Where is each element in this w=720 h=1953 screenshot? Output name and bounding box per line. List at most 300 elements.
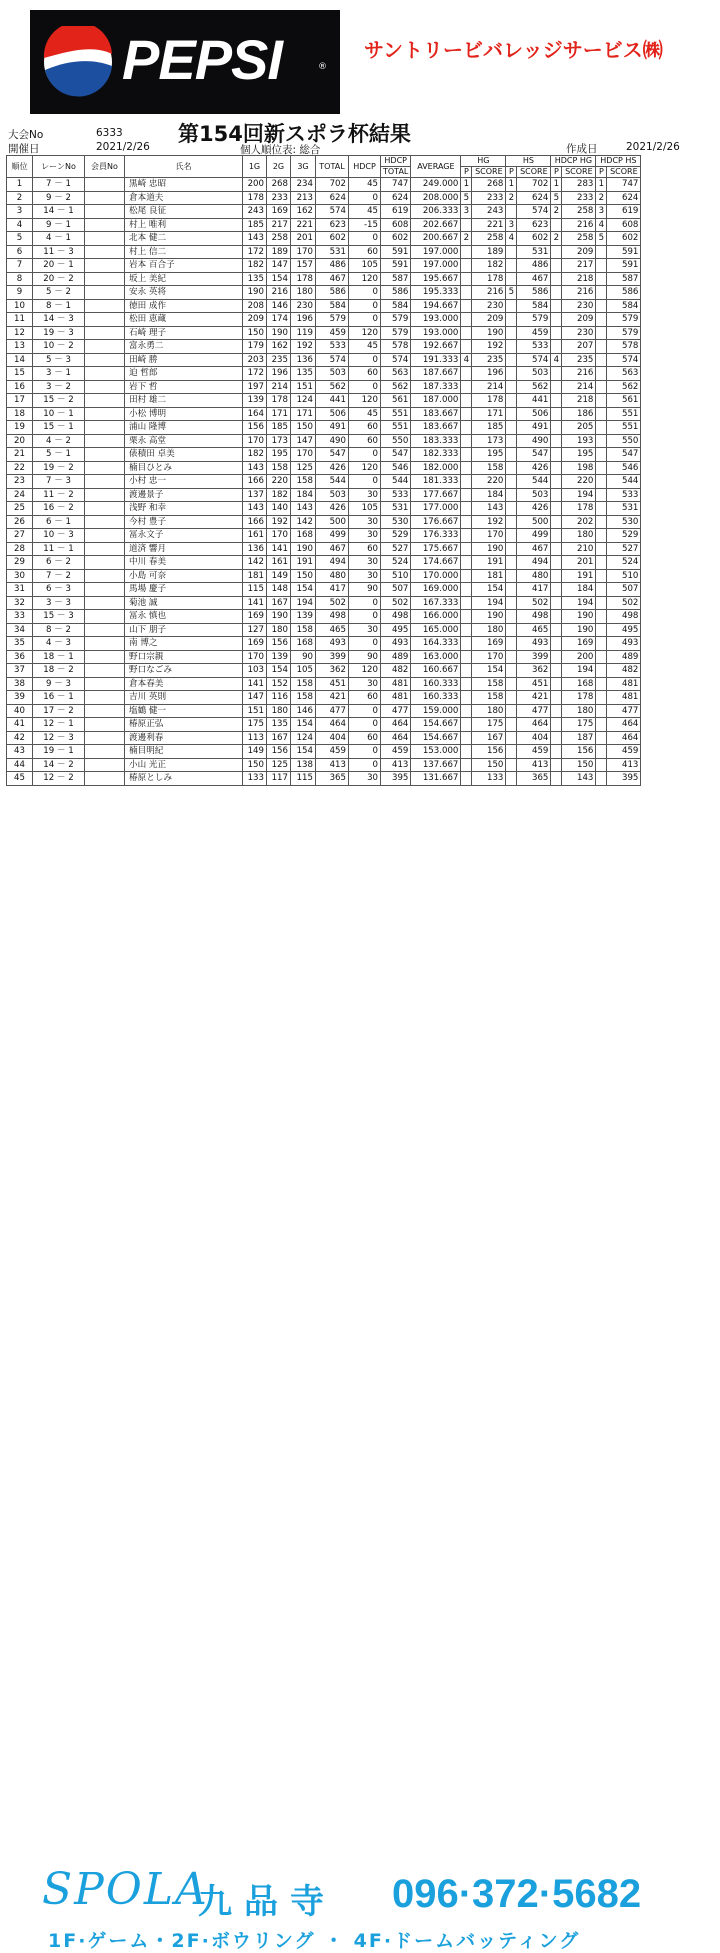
cell-hdcp-hs-p — [596, 394, 607, 408]
cell-hs-p — [506, 340, 517, 354]
cell-member — [85, 583, 125, 597]
cell-average: 181.333 — [411, 475, 461, 489]
cell-hdcp-hs-p — [596, 569, 607, 583]
cell-hdcp: -15 — [349, 218, 381, 232]
cell-g3: 115 — [291, 772, 316, 786]
table-row — [7, 178, 641, 192]
cell-rank: 9 — [7, 286, 33, 300]
cell-hg-score: 189 — [472, 245, 506, 259]
cell-hdcp-total: 489 — [381, 650, 411, 664]
cell-lane: 4 － 1 — [33, 232, 85, 246]
cell-average: 193.000 — [411, 326, 461, 340]
cell-total: 441 — [316, 394, 349, 408]
cell-hdcp-hs-score: 587 — [607, 272, 641, 286]
cell-total: 480 — [316, 569, 349, 583]
cell-hg-p — [461, 515, 472, 529]
cell-hdcp-total: 529 — [381, 529, 411, 543]
cell-lane: 14 － 1 — [33, 205, 85, 219]
cell-g3: 124 — [291, 731, 316, 745]
cell-hs-score: 465 — [517, 623, 551, 637]
table-row — [7, 218, 641, 232]
cell-g1: 150 — [243, 758, 267, 772]
cell-lane: 10 － 1 — [33, 407, 85, 421]
cell-rank: 3 — [7, 205, 33, 219]
cell-g3: 158 — [291, 475, 316, 489]
cell-g1: 182 — [243, 259, 267, 273]
cell-hdcp-hg-score: 169 — [562, 637, 596, 651]
cell-hdcp-hs-score: 747 — [607, 178, 641, 192]
cell-hdcp-total: 459 — [381, 745, 411, 759]
cell-g1: 143 — [243, 461, 267, 475]
cell-hdcp-hs-score: 530 — [607, 515, 641, 529]
cell-hdcp-total: 477 — [381, 704, 411, 718]
registered-mark: ® — [318, 62, 327, 72]
cell-hg-p — [461, 596, 472, 610]
cell-hg-score: 182 — [472, 259, 506, 273]
cell-hg-p — [461, 488, 472, 502]
pepsi-globe-icon — [42, 26, 114, 98]
cell-hg-score: 221 — [472, 218, 506, 232]
cell-average: 200.667 — [411, 232, 461, 246]
cell-lane: 15 － 2 — [33, 394, 85, 408]
cell-average: 170.000 — [411, 569, 461, 583]
cell-hdcp-total: 624 — [381, 191, 411, 205]
cell-hs-score: 574 — [517, 353, 551, 367]
cell-g2: 167 — [267, 731, 291, 745]
cell-average: 153.000 — [411, 745, 461, 759]
table-row — [7, 610, 641, 624]
cell-hdcp-hs-score: 507 — [607, 583, 641, 597]
cell-name: 富永勇二 — [125, 340, 243, 354]
cell-g2: 170 — [267, 529, 291, 543]
cell-member — [85, 353, 125, 367]
event-date: 2021/2/26 — [96, 141, 150, 153]
cell-hdcp-hg-p — [551, 691, 562, 705]
cell-hg-p — [461, 745, 472, 759]
company-name: サントリービバレッジサービス㈱ — [364, 38, 663, 62]
cell-g1: 190 — [243, 286, 267, 300]
cell-hdcp-hg-score: 209 — [562, 313, 596, 327]
cell-hg-p — [461, 475, 472, 489]
cell-rank: 22 — [7, 461, 33, 475]
cell-hdcp-hs-score: 602 — [607, 232, 641, 246]
cell-g3: 139 — [291, 610, 316, 624]
cell-g1: 197 — [243, 380, 267, 394]
table-row — [7, 205, 641, 219]
cell-g3: 170 — [291, 448, 316, 462]
cell-hdcp-hg-score: 283 — [562, 178, 596, 192]
cell-name: 椿原としみ — [125, 772, 243, 786]
cell-hdcp: 0 — [349, 448, 381, 462]
cell-hg-score: 214 — [472, 380, 506, 394]
cell-rank: 12 — [7, 326, 33, 340]
cell-total: 459 — [316, 745, 349, 759]
table-row — [7, 232, 641, 246]
cell-average: 249.000 — [411, 178, 461, 192]
cell-total: 467 — [316, 272, 349, 286]
cell-hdcp-total: 551 — [381, 421, 411, 435]
cell-hdcp-hg-p — [551, 623, 562, 637]
cell-hg-score: 180 — [472, 623, 506, 637]
cell-hdcp-hs-score: 482 — [607, 664, 641, 678]
cell-hs-score: 624 — [517, 191, 551, 205]
cell-name: 松尾 良征 — [125, 205, 243, 219]
cell-name: 浦山 隆博 — [125, 421, 243, 435]
cell-hdcp-hg-score: 184 — [562, 583, 596, 597]
table-row — [7, 475, 641, 489]
cell-hdcp-hs-score: 547 — [607, 448, 641, 462]
cell-hdcp-hg-score: 217 — [562, 259, 596, 273]
cell-hg-score: 190 — [472, 542, 506, 556]
cell-member — [85, 650, 125, 664]
cell-hdcp-hs-p — [596, 772, 607, 786]
cell-average: 160.333 — [411, 677, 461, 691]
cell-total: 586 — [316, 286, 349, 300]
cell-g2: 149 — [267, 569, 291, 583]
cell-name: 椿原正弘 — [125, 718, 243, 732]
cell-hdcp: 30 — [349, 569, 381, 583]
cell-hdcp-hg-score: 218 — [562, 272, 596, 286]
cell-hdcp-hs-p — [596, 623, 607, 637]
cell-g3: 157 — [291, 259, 316, 273]
cell-hs-p — [506, 610, 517, 624]
col-2g: 2G — [267, 156, 291, 178]
cell-rank: 21 — [7, 448, 33, 462]
cell-hdcp-hs-score: 493 — [607, 637, 641, 651]
cell-hs-score: 480 — [517, 569, 551, 583]
cell-hdcp-hg-score: 220 — [562, 475, 596, 489]
cell-hdcp-total: 546 — [381, 461, 411, 475]
table-header-row — [7, 156, 641, 167]
cell-hdcp-hg-score: 216 — [562, 367, 596, 381]
cell-hdcp-hg-p — [551, 556, 562, 570]
cell-rank: 32 — [7, 596, 33, 610]
cell-average: 183.667 — [411, 407, 461, 421]
cell-name: 石崎 理子 — [125, 326, 243, 340]
cell-total: 426 — [316, 502, 349, 516]
cell-rank: 11 — [7, 313, 33, 327]
cell-hs-score: 544 — [517, 475, 551, 489]
cell-lane: 9 － 1 — [33, 218, 85, 232]
cell-hdcp-total: 510 — [381, 569, 411, 583]
cell-hs-p: 2 — [506, 191, 517, 205]
cell-hdcp-hs-p — [596, 502, 607, 516]
cell-member — [85, 515, 125, 529]
cell-average: 193.000 — [411, 313, 461, 327]
cell-hg-p — [461, 259, 472, 273]
cell-hs-p — [506, 488, 517, 502]
cell-g3: 158 — [291, 677, 316, 691]
cell-hg-p — [461, 245, 472, 259]
cell-hdcp-hs-p — [596, 677, 607, 691]
table-row — [7, 637, 641, 651]
cell-hdcp-hg-score: 190 — [562, 610, 596, 624]
cell-g3: 150 — [291, 569, 316, 583]
cell-hdcp: 0 — [349, 596, 381, 610]
cell-hs-score: 486 — [517, 259, 551, 273]
cell-g1: 135 — [243, 272, 267, 286]
col-rank: 順位 — [7, 156, 33, 178]
cell-hs-p: 4 — [506, 232, 517, 246]
cell-g3: 171 — [291, 407, 316, 421]
cell-hs-p — [506, 731, 517, 745]
cell-rank: 35 — [7, 637, 33, 651]
cell-hdcp: 60 — [349, 691, 381, 705]
cell-hdcp-hs-p: 1 — [596, 178, 607, 192]
cell-g2: 189 — [267, 245, 291, 259]
table-row — [7, 731, 641, 745]
cell-total: 503 — [316, 488, 349, 502]
cell-rank: 30 — [7, 569, 33, 583]
cell-hs-score: 584 — [517, 299, 551, 313]
cell-hdcp-total: 579 — [381, 326, 411, 340]
cell-g3: 143 — [291, 502, 316, 516]
cell-rank: 39 — [7, 691, 33, 705]
cell-g1: 170 — [243, 434, 267, 448]
floor-guide: 1F·ゲーム・2F·ボウリング ・ 4F·ドームバッティング — [48, 1930, 581, 1952]
cell-hdcp-hs-score: 531 — [607, 502, 641, 516]
cell-hs-score: 477 — [517, 704, 551, 718]
cell-g2: 173 — [267, 434, 291, 448]
cell-total: 574 — [316, 353, 349, 367]
created-date: 2021/2/26 — [626, 141, 680, 153]
cell-hdcp-total: 413 — [381, 758, 411, 772]
col-hg: HG — [461, 156, 506, 167]
col-hdcp-hs: HDCP HS — [596, 156, 641, 167]
cell-hg-p: 4 — [461, 353, 472, 367]
cell-average: 197.000 — [411, 259, 461, 273]
cell-hdcp-total: 481 — [381, 677, 411, 691]
cell-hdcp-hg-score: 198 — [562, 461, 596, 475]
cell-hg-p: 1 — [461, 178, 472, 192]
cell-total: 404 — [316, 731, 349, 745]
cell-hdcp: 30 — [349, 529, 381, 543]
cell-hdcp-hs-score: 562 — [607, 380, 641, 394]
cell-g1: 147 — [243, 691, 267, 705]
cell-member — [85, 691, 125, 705]
cell-hdcp-hs-p — [596, 583, 607, 597]
cell-hg-p — [461, 758, 472, 772]
cell-hdcp-hg-p — [551, 610, 562, 624]
cell-hs-score: 421 — [517, 691, 551, 705]
cell-total: 502 — [316, 596, 349, 610]
cell-average: 197.000 — [411, 245, 461, 259]
table-row — [7, 596, 641, 610]
cell-hs-score: 426 — [517, 502, 551, 516]
cell-g2: 148 — [267, 583, 291, 597]
cell-hg-score: 178 — [472, 272, 506, 286]
cell-total: 702 — [316, 178, 349, 192]
cell-hg-p — [461, 394, 472, 408]
cell-hdcp-hg-p — [551, 758, 562, 772]
cell-hdcp: 0 — [349, 286, 381, 300]
cell-rank: 13 — [7, 340, 33, 354]
cell-average: 137.667 — [411, 758, 461, 772]
cell-name: 楠目明紀 — [125, 745, 243, 759]
cell-hdcp-hg-p — [551, 583, 562, 597]
cell-g1: 115 — [243, 583, 267, 597]
cell-hs-score: 533 — [517, 340, 551, 354]
cell-hdcp-hs-score: 619 — [607, 205, 641, 219]
cell-hdcp: 105 — [349, 259, 381, 273]
cell-hdcp: 30 — [349, 488, 381, 502]
cell-name: 浅野 和幸 — [125, 502, 243, 516]
cell-total: 413 — [316, 758, 349, 772]
cell-member — [85, 340, 125, 354]
col-average: AVERAGE — [411, 156, 461, 178]
cell-hdcp-hs-score: 527 — [607, 542, 641, 556]
cell-name: 俵積田 卓美 — [125, 448, 243, 462]
cell-g2: 125 — [267, 758, 291, 772]
cell-average: 192.667 — [411, 340, 461, 354]
cell-hs-p: 5 — [506, 286, 517, 300]
table-row — [7, 340, 641, 354]
table-row — [7, 691, 641, 705]
cell-hg-score: 178 — [472, 394, 506, 408]
cell-hdcp-total: 493 — [381, 637, 411, 651]
cell-total: 464 — [316, 718, 349, 732]
cell-hs-p — [506, 583, 517, 597]
table-row — [7, 313, 641, 327]
cell-g2: 220 — [267, 475, 291, 489]
cell-hs-score: 500 — [517, 515, 551, 529]
table-row — [7, 758, 641, 772]
cell-hdcp-hs-score: 579 — [607, 326, 641, 340]
table-row — [7, 191, 641, 205]
cell-hdcp-total: 464 — [381, 718, 411, 732]
cell-hg-score: 154 — [472, 583, 506, 597]
cell-hdcp-hg-score: 194 — [562, 488, 596, 502]
cell-g2: 156 — [267, 745, 291, 759]
cell-member — [85, 664, 125, 678]
cell-hdcp: 30 — [349, 515, 381, 529]
table-row — [7, 502, 641, 516]
cell-hs-score: 506 — [517, 407, 551, 421]
cell-hdcp-hg-p — [551, 245, 562, 259]
cell-hdcp: 0 — [349, 704, 381, 718]
cell-hs-p — [506, 664, 517, 678]
cell-hg-score: 258 — [472, 232, 506, 246]
cell-average: 187.667 — [411, 367, 461, 381]
cell-g2: 162 — [267, 340, 291, 354]
header-band — [0, 0, 720, 118]
cell-hdcp-hs-p — [596, 475, 607, 489]
cell-hdcp-hs-p — [596, 691, 607, 705]
cell-hdcp-hs-score: 481 — [607, 691, 641, 705]
cell-member — [85, 772, 125, 786]
cell-hg-score: 175 — [472, 718, 506, 732]
cell-hs-score: 503 — [517, 488, 551, 502]
cell-g1: 141 — [243, 596, 267, 610]
cell-hs-p — [506, 529, 517, 543]
table-row — [7, 421, 641, 435]
cell-hs-score: 562 — [517, 380, 551, 394]
cell-hs-p — [506, 596, 517, 610]
cell-hg-p — [461, 610, 472, 624]
cell-hg-p — [461, 367, 472, 381]
cell-hdcp-total: 574 — [381, 353, 411, 367]
cell-g3: 178 — [291, 272, 316, 286]
cell-hdcp-hg-p: 2 — [551, 205, 562, 219]
cell-hs-score: 502 — [517, 596, 551, 610]
cell-member — [85, 380, 125, 394]
cell-hg-score: 158 — [472, 461, 506, 475]
cell-hs-score: 494 — [517, 556, 551, 570]
cell-hdcp: 0 — [349, 353, 381, 367]
cell-hdcp-hs-p — [596, 380, 607, 394]
cell-lane: 19 － 3 — [33, 326, 85, 340]
cell-name: 楠目ひとみ — [125, 461, 243, 475]
cell-hs-p — [506, 556, 517, 570]
cell-hs-p — [506, 475, 517, 489]
col-hdcp-hg: HDCP HG — [551, 156, 596, 167]
cell-g2: 158 — [267, 461, 291, 475]
cell-g2: 141 — [267, 542, 291, 556]
cell-hs-score: 547 — [517, 448, 551, 462]
cell-hs-score: 459 — [517, 326, 551, 340]
cell-g1: 150 — [243, 326, 267, 340]
cell-hdcp-hg-p — [551, 731, 562, 745]
cell-member — [85, 461, 125, 475]
cell-average: 167.333 — [411, 596, 461, 610]
cell-hs-score: 574 — [517, 205, 551, 219]
cell-average: 182.000 — [411, 461, 461, 475]
cell-hdcp-hg-score: 194 — [562, 596, 596, 610]
cell-hg-p: 2 — [461, 232, 472, 246]
cell-g3: 162 — [291, 205, 316, 219]
cell-hdcp: 0 — [349, 745, 381, 759]
cell-total: 465 — [316, 623, 349, 637]
cell-name: 田崎 勝 — [125, 353, 243, 367]
cell-hs-score: 441 — [517, 394, 551, 408]
cell-hs-p — [506, 434, 517, 448]
cell-hg-score: 235 — [472, 353, 506, 367]
cell-hs-score: 426 — [517, 461, 551, 475]
cell-g1: 172 — [243, 367, 267, 381]
cell-hdcp-hs-p — [596, 529, 607, 543]
col-lane: レーンNo — [33, 156, 85, 178]
cell-lane: 7 － 1 — [33, 178, 85, 192]
cell-g1: 142 — [243, 556, 267, 570]
cell-rank: 17 — [7, 394, 33, 408]
cell-hs-p: 1 — [506, 178, 517, 192]
cell-name: 小島 可奈 — [125, 569, 243, 583]
cell-average: 160.333 — [411, 691, 461, 705]
cell-hg-p — [461, 272, 472, 286]
col-hdcp-total-top: HDCP — [381, 156, 411, 167]
cell-g1: 133 — [243, 772, 267, 786]
cell-total: 506 — [316, 407, 349, 421]
cell-total: 579 — [316, 313, 349, 327]
cell-name: 小松 博明 — [125, 407, 243, 421]
cell-lane: 12 － 1 — [33, 718, 85, 732]
cell-hdcp: 30 — [349, 623, 381, 637]
cell-hdcp: 45 — [349, 205, 381, 219]
cell-g2: 258 — [267, 232, 291, 246]
cell-g2: 169 — [267, 205, 291, 219]
cell-rank: 8 — [7, 272, 33, 286]
cell-hdcp: 120 — [349, 272, 381, 286]
cell-g1: 178 — [243, 191, 267, 205]
cell-hdcp-hg-p — [551, 596, 562, 610]
cell-hdcp-hs-score: 624 — [607, 191, 641, 205]
cell-average: 183.667 — [411, 421, 461, 435]
cell-g1: 203 — [243, 353, 267, 367]
cell-hs-score: 451 — [517, 677, 551, 691]
cell-member — [85, 326, 125, 340]
cell-total: 421 — [316, 691, 349, 705]
cell-name: 岩本 百合子 — [125, 259, 243, 273]
